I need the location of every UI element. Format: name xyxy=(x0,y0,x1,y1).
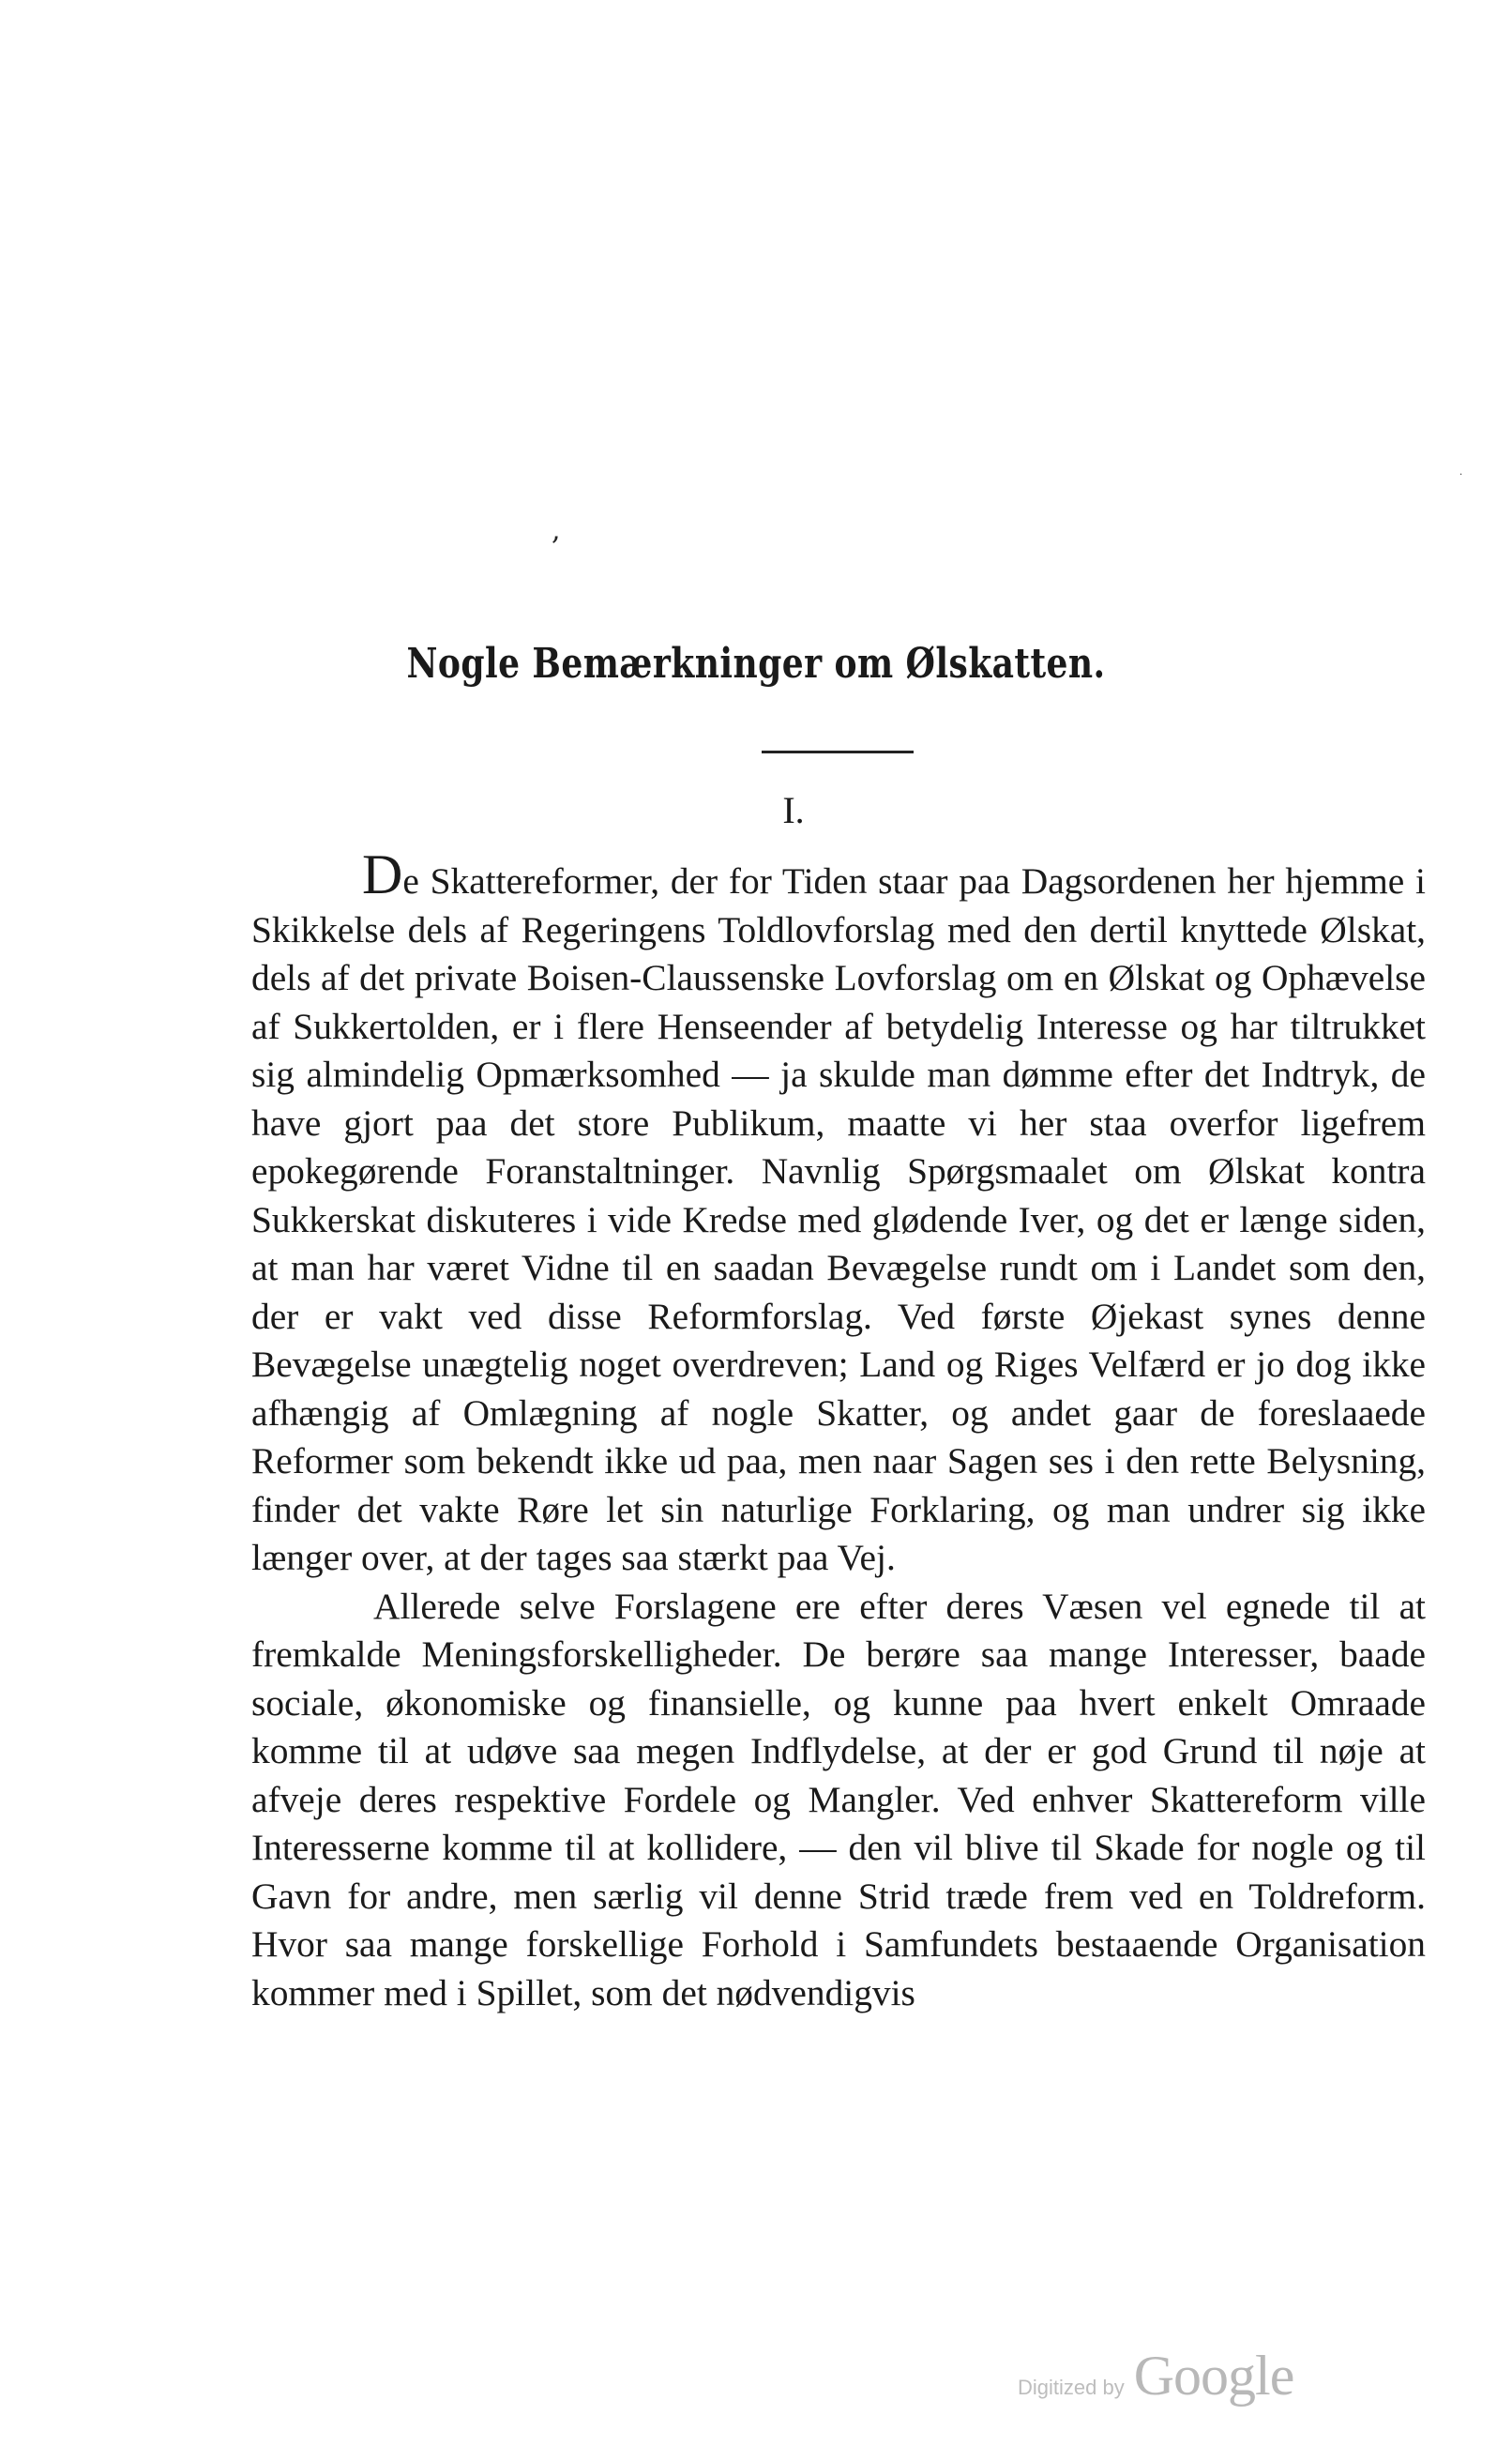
digitized-watermark xyxy=(1018,2344,1293,2408)
paragraph-1 xyxy=(251,843,1426,1583)
paragraph-1-text: e Skattereformer, der for Tiden staar paa Dagsordenen her hjemme i Skikkelse dels af Regeringens Toldlovforslag med den dertil knyttede Ølskat, dels af det private Boisen-Claussenske Lovforslag om en Ølskat og Ophævelse af Sukkertolden, er i flere Henseender af betydelig Interesse og har tiltrukket sig almindelig Opmærksomhed — ja skulde man dømme efter det Indtryk, de have gjort paa det store Publikum, maatte vi her staa overfor ligefrem epokegørende Foranstaltninger. Navnlig Spørgsmaalet om Ølskat kontra Sukkerskat diskuteres i vide Kredse med glødende Iver, og det er længe siden, at man har været Vidne til en saadan Bevægelse rundt om i Landet som den, der er vakt ved disse Reformforslag. Ved første Øjekast synes denne Bevægelse unægtelig noget overdreven; Land og Riges Velfærd er jo dog ikke afhængig af Omlægning af nogle Skatter, og andet gaar de foreslaaede Reformer som bekendt ikke ud paa, men naar Sagen ses i den rette Belysning, finder det vakte Røre let sin naturlige Forklaring, og man undrer sig ikke længer over, at der tages saa stærkt paa Vej. xyxy=(251,860,1426,1578)
paragraph-2: Allerede selve Forslagene ere efter deres Væsen vel egnede til at fremkalde Meningsforskelligheder. De berøre saa mange Interesser, baade sociale, økonomiske og finansielle, og kunne paa hvert enkelt Omraade komme til at udøve saa megen Indflydelse, at der er god Grund til nøje at afveje deres respektive Fordele og Mangler. Ved enhver Skattereform ville Interesserne komme til at kollidere, — den vil blive til Skade for nogle og til Gavn for andre, men særlig vil denne Strid træde frem ved en Toldreform. Hvor saa mange forskellige Forhold i Samfundets bestaaende Organisation kommer med i Spillet, som det nødvendigvis xyxy=(251,1585,1426,2013)
watermark-caption: Digitized by xyxy=(1018,2376,1125,2399)
section-number: I. xyxy=(782,789,805,831)
body-text xyxy=(251,843,1426,2017)
page-title: Nogle Bemærkninger om Ølskatten. xyxy=(406,640,1106,688)
google-logo: Google xyxy=(1133,2345,1294,2407)
drop-initial: D xyxy=(362,843,403,905)
ink-speck-mark: , xyxy=(552,514,561,547)
ink-speck-dot: . xyxy=(1459,467,1463,478)
title-divider xyxy=(762,751,914,753)
